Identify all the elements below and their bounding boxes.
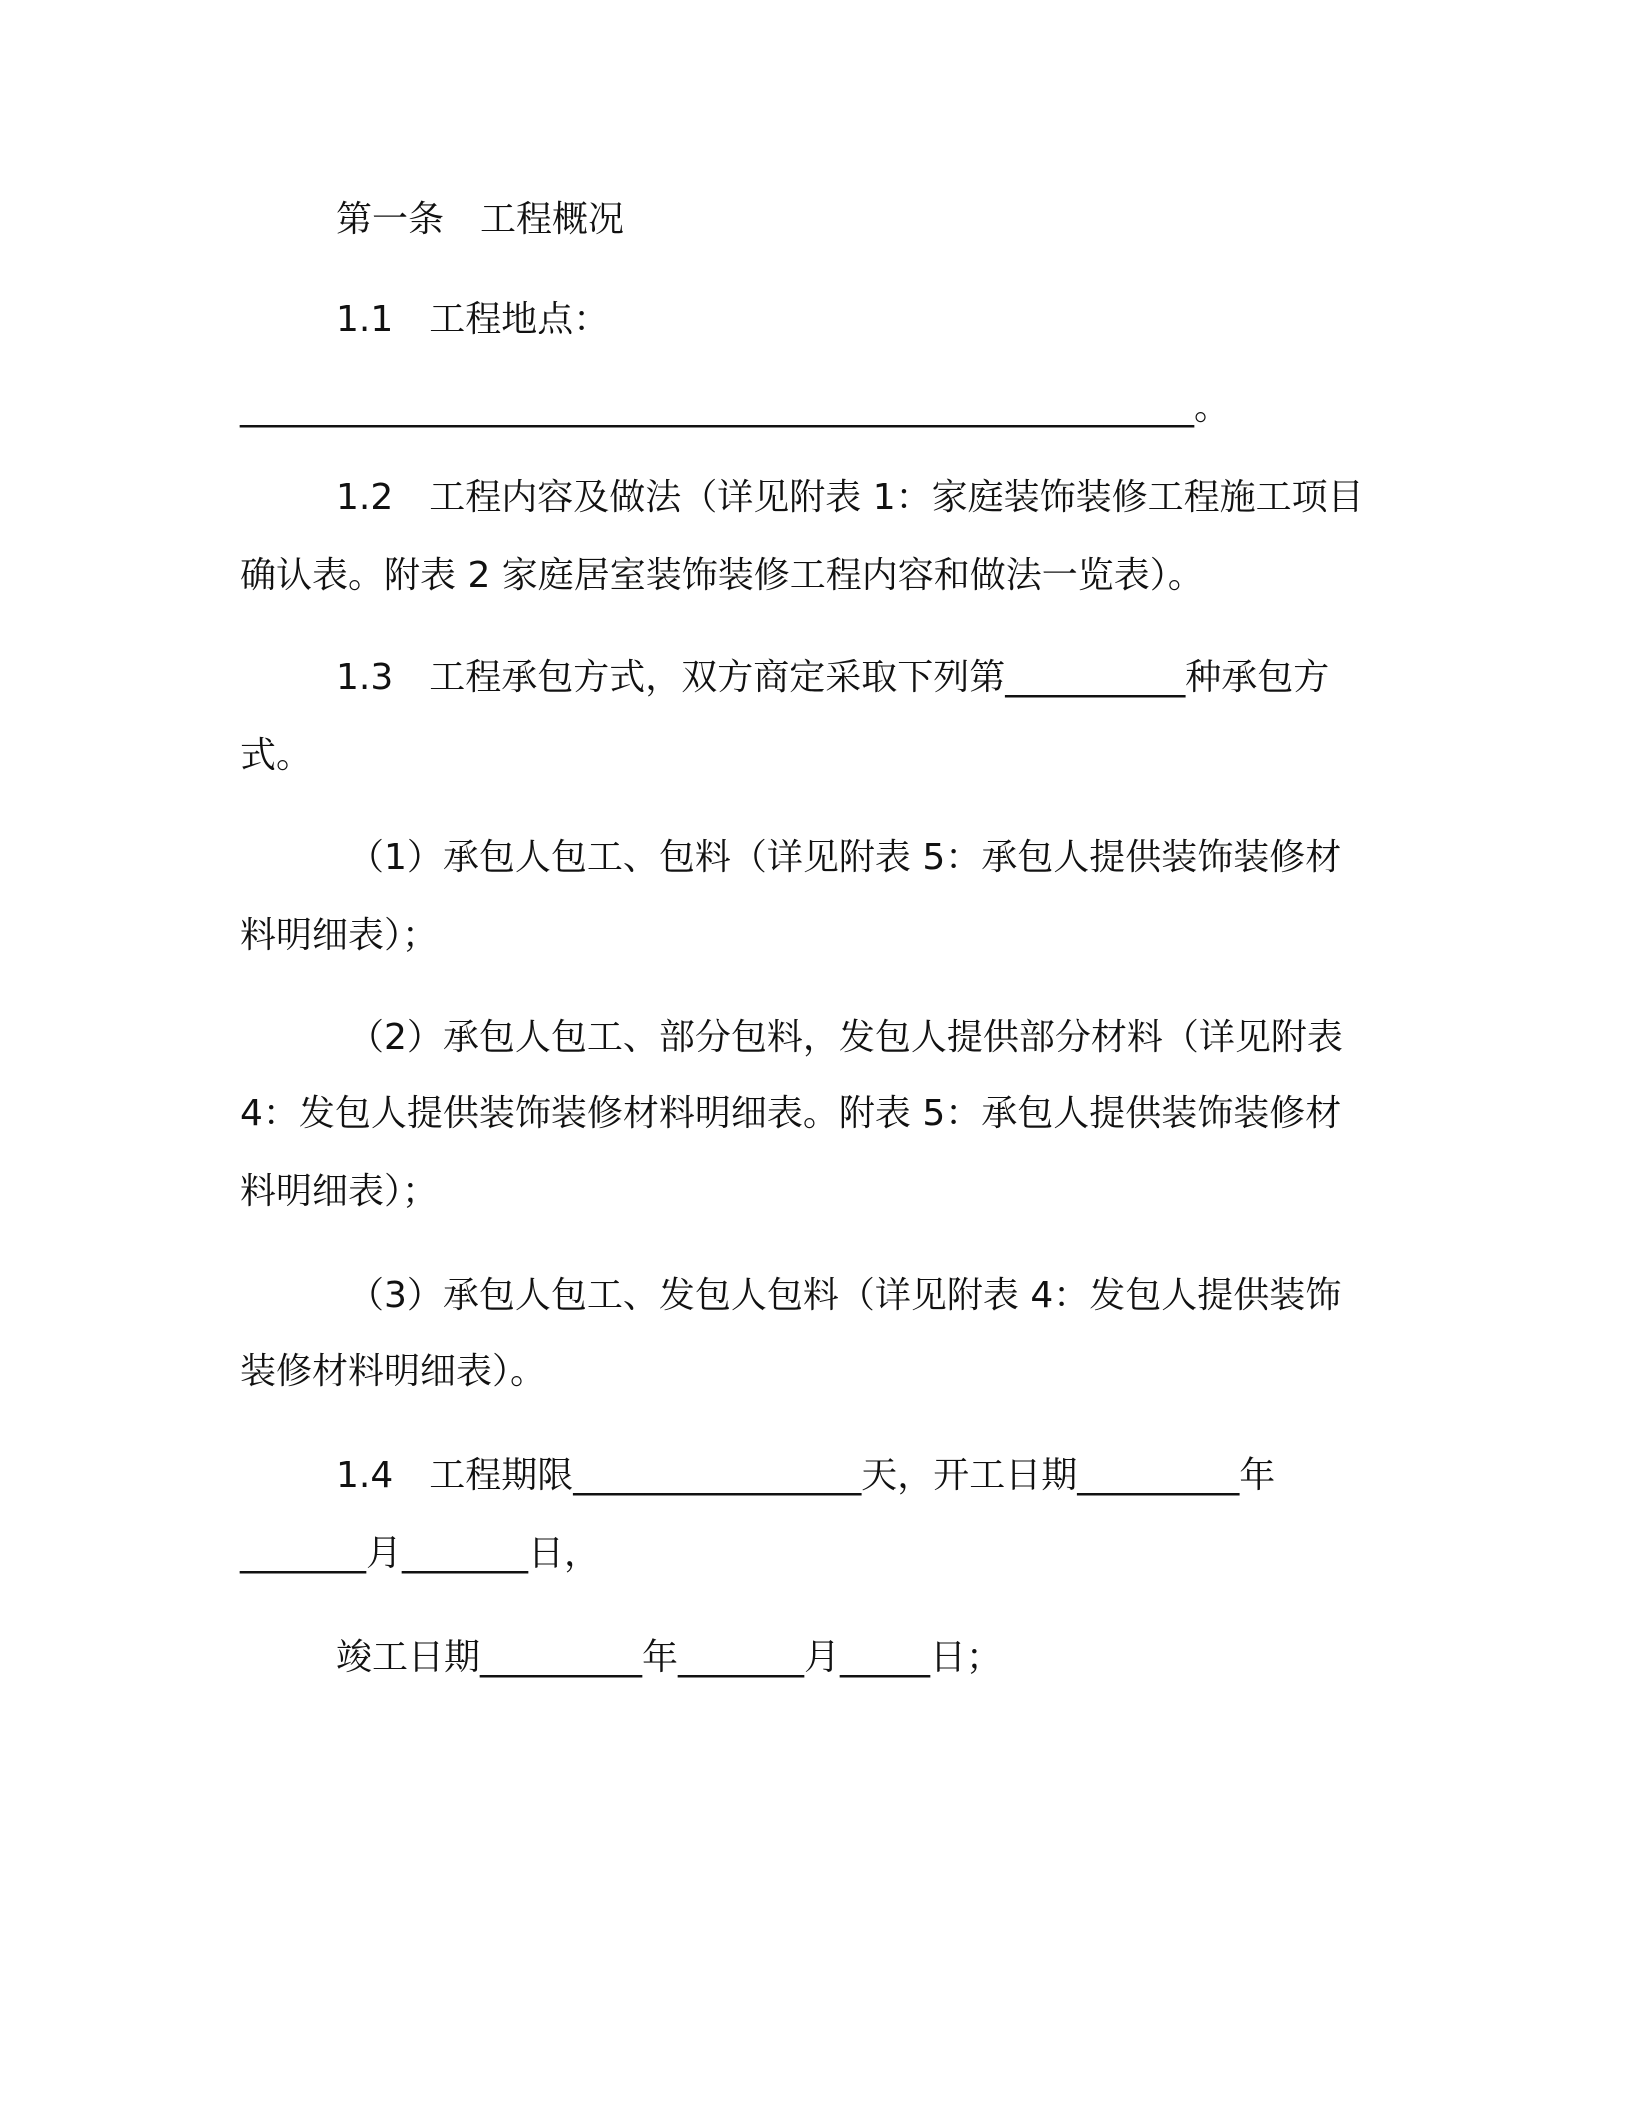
option-3-line-1: （3）承包人包工、发包人包料（详见附表 4：发包人提供装饰 [348, 1275, 1342, 1316]
option-1-line-1: （1）承包人包工、包料（详见附表 5：承包人提供装饰装修材 [348, 837, 1342, 878]
option-2-line-1: （2）承包人包工、部分包料，发包人提供部分材料（详见附表 [348, 1017, 1343, 1058]
option-2-line-2: 4：发包人提供装饰装修材料明细表。附表 5：承包人提供装饰装修材 [240, 1093, 1342, 1134]
item-1-3-line-2: 式。 [240, 735, 313, 776]
item-1-2-line-2: 确认表。附表 2 家庭居室装饰装修工程内容和做法一览表）。 [240, 555, 1204, 596]
item-1-4-line-1: 1.4 工程期限________________天，开工日期_________年 [336, 1455, 1276, 1496]
item-1-4-line-2: _______月_______日， [240, 1533, 601, 1574]
option-1-line-2: 料明细表）； [240, 915, 439, 956]
item-1-3-line-1: 1.3 工程承包方式，双方商定采取下列第__________种承包方 [336, 657, 1330, 698]
article-heading: 第一条 工程概况 [336, 199, 625, 240]
item-1-1: 1.1 工程地点： [336, 299, 610, 340]
option-2-line-3: 料明细表）； [240, 1171, 439, 1212]
item-1-2-line-1: 1.2 工程内容及做法（详见附表 1：家庭装饰装修工程施工项目 [336, 477, 1364, 518]
completion-date-line: 竣工日期_________年_______月_____日； [336, 1637, 1003, 1678]
address-blank-line: _____________________________________________________。 [240, 387, 1230, 428]
option-3-line-2: 装修材料明细表）。 [240, 1351, 547, 1392]
